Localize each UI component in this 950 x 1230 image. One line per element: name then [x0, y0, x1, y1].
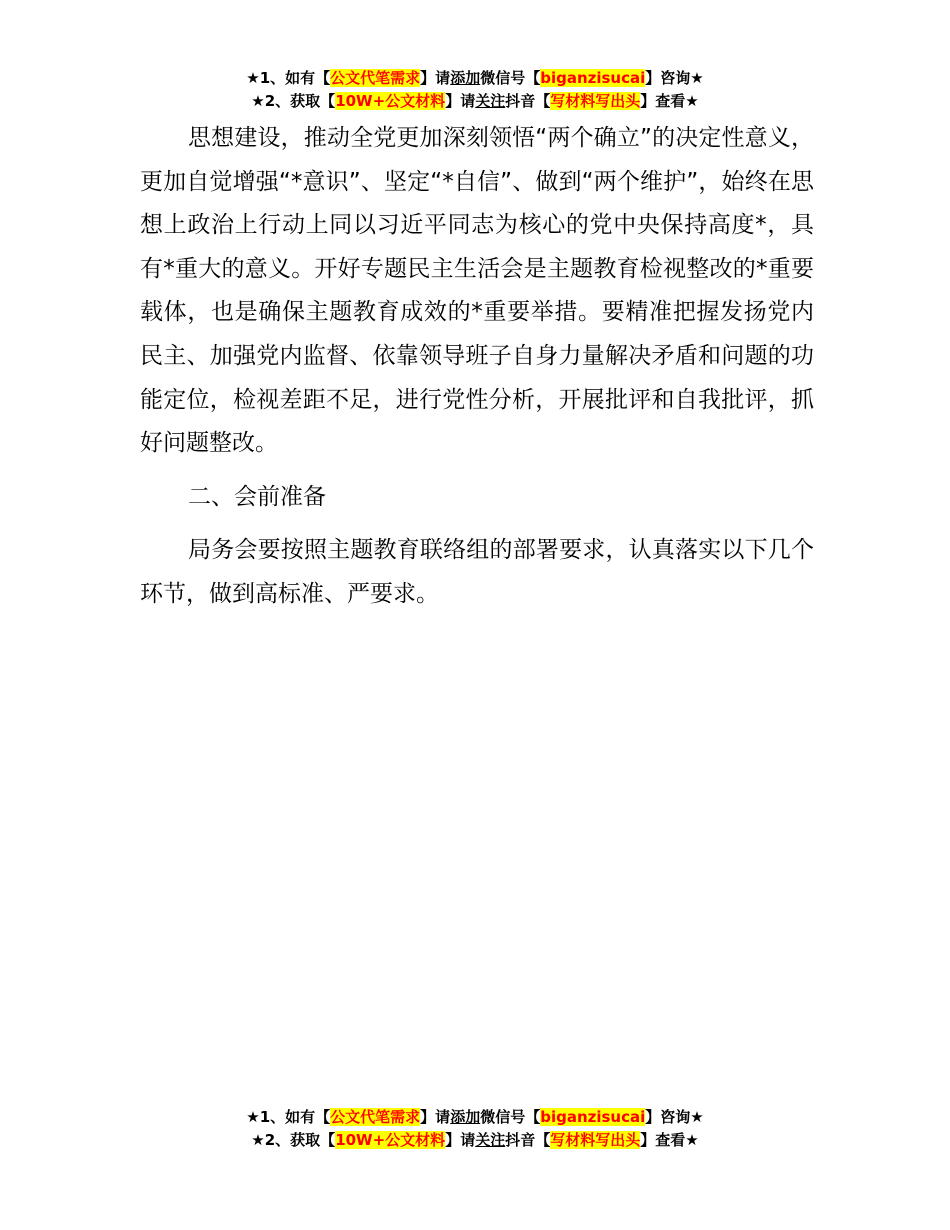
header-banner: [0, 67, 950, 113]
body-paragraph: 思想建设，推动全党更加深刻领悟“两个确立”的决定性意义，更加自觉增强“*意识”、坚定“*自信”、做到“两个维护”，始终在思想上政治上行动上同以习近平同志为核心的党中央保持高度*，具有*重大的意义。开好专题民主生活会是主题教育检视整改的*重要载体，也是确保主题教育成效的*重要举措。要精准把握发扬党内民主、加强党内监督、依靠领导班子自身力量解决矛盾和问题的功能定位，检视差距不足，进行党性分析，开展批评和自我批评，抓好问题整改。: [140, 125, 815, 457]
highlight-wechat-id: biganzisucai: [540, 1108, 646, 1126]
highlight-materials: 10W+公文材料: [335, 1131, 446, 1149]
footer-banner: [0, 1106, 950, 1152]
highlight-ghostwriting: 公文代笔需求: [330, 69, 421, 87]
highlight-wechat-id: biganzisucai: [540, 69, 646, 87]
highlight-douyin-account: 写材料写出头: [550, 1131, 641, 1149]
highlight-douyin-account: 写材料写出头: [550, 92, 641, 110]
document-body: [140, 117, 814, 617]
highlight-materials: 10W+公文材料: [335, 92, 446, 110]
highlight-ghostwriting: 公文代笔需求: [330, 1108, 421, 1126]
banner-line-1: ★1、如有【公文代笔需求】请添加微信号【biganzisucai】咨询★: [246, 1108, 704, 1126]
banner-line-1: ★1、如有【公文代笔需求】请添加微信号【biganzisucai】咨询★: [246, 69, 704, 87]
section-heading: 二、会前准备: [188, 483, 326, 510]
body-paragraph: 局务会要按照主题教育联络组的部署要求，认真落实以下几个环节，做到高标准、严要求。: [140, 537, 814, 607]
banner-line-2: ★2、获取【10W+公文材料】请关注抖音【写材料写出头】查看★: [251, 1131, 699, 1149]
banner-line-2: ★2、获取【10W+公文材料】请关注抖音【写材料写出头】查看★: [251, 92, 699, 110]
